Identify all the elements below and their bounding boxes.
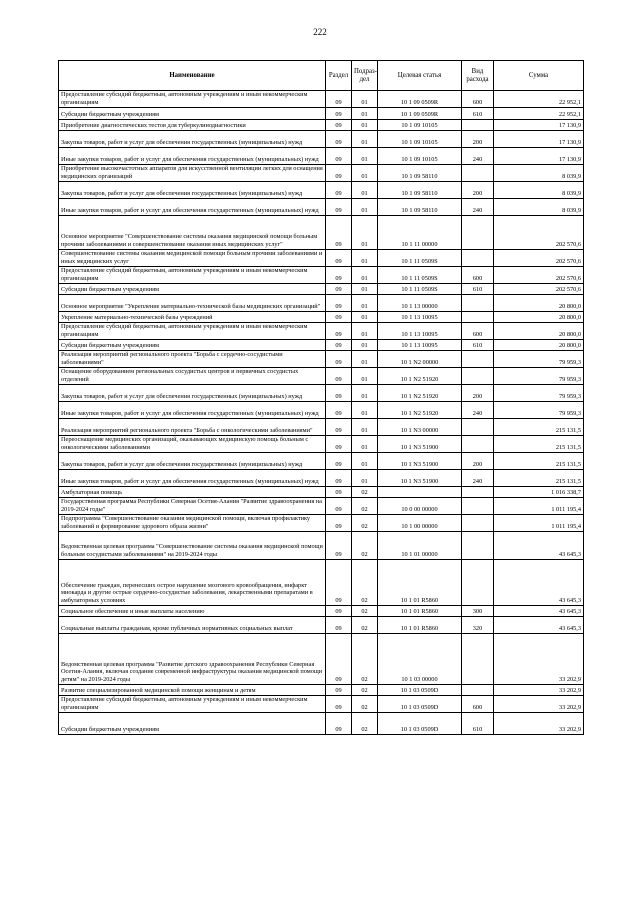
cell-name: Основное мероприятие "Укрепление материально-технической базы медицинских организаций" — [59, 295, 326, 312]
cell-amount: 215 131,5 — [494, 470, 584, 487]
cell-amount: 1 011 195,4 — [494, 515, 584, 532]
cell-section: 09 — [326, 131, 352, 148]
cell-subsection: 01 — [352, 402, 378, 419]
cell-expense-type — [462, 419, 494, 436]
cell-name: Предоставление субсидий бюджетным, автономным учреждениям и иным некоммерческим организациям — [59, 91, 326, 108]
cell-amount: 1 011 195,4 — [494, 498, 584, 515]
cell-section: 09 — [326, 385, 352, 402]
table-row — [59, 199, 584, 216]
cell-subsection: 01 — [352, 453, 378, 470]
header-name: Наименование — [59, 61, 326, 91]
cell-amount: 33 202,9 — [494, 685, 584, 696]
cell-section: 09 — [326, 498, 352, 515]
cell-expense-type — [462, 312, 494, 323]
table-row — [59, 165, 584, 182]
cell-amount: 20 800,0 — [494, 295, 584, 312]
table-row — [59, 351, 584, 368]
cell-expense-type: 600 — [462, 323, 494, 340]
cell-name: Приобретение высокочастотных аппаратов для искусственной вентиляции легких для оснащения медицинских организаций — [59, 165, 326, 182]
table-row — [59, 634, 584, 685]
table-row — [59, 685, 584, 696]
cell-name: Государственная программа Республики Северная Осетия-Алания "Развитие здравоохранения на 2019-2024 годы" — [59, 498, 326, 515]
cell-section: 09 — [326, 340, 352, 351]
cell-section: 09 — [326, 250, 352, 267]
table-row — [59, 385, 584, 402]
cell-amount: 22 952,1 — [494, 108, 584, 120]
cell-expense-type: 600 — [462, 696, 494, 713]
cell-section: 09 — [326, 182, 352, 199]
cell-expense-type: 610 — [462, 340, 494, 351]
cell-subsection: 02 — [352, 696, 378, 713]
cell-amount: 202 570,6 — [494, 250, 584, 267]
cell-subsection: 01 — [352, 368, 378, 385]
table-row — [59, 487, 584, 498]
cell-name: Обеспечение граждан, перенесших острое нарушение мозгового кровообращения, инфаркт миокарда и другие острые сердечно-сосудистые заболевания, лекарственными препаратами в амбулаторных условиях — [59, 560, 326, 606]
cell-section: 09 — [326, 267, 352, 284]
cell-name: Иные закупки товаров, работ и услуг для обеспечения государственных (муниципальных) нужд — [59, 402, 326, 419]
table-row — [59, 419, 584, 436]
cell-section: 09 — [326, 713, 352, 735]
cell-section: 09 — [326, 199, 352, 216]
cell-target: 10 1 11 0509S — [378, 284, 462, 295]
table-row — [59, 312, 584, 323]
table-row — [59, 498, 584, 515]
table-row — [59, 284, 584, 295]
cell-section: 09 — [326, 295, 352, 312]
cell-subsection: 01 — [352, 165, 378, 182]
table-row — [59, 470, 584, 487]
cell-target: 10 1 09 0509R — [378, 91, 462, 108]
budget-table — [58, 60, 584, 735]
cell-expense-type — [462, 685, 494, 696]
table-header-row — [59, 61, 584, 91]
cell-target: 10 1 N3 51900 — [378, 453, 462, 470]
cell-expense-type: 240 — [462, 402, 494, 419]
cell-subsection: 02 — [352, 606, 378, 617]
cell-target: 10 1 09 10105 — [378, 131, 462, 148]
cell-name: Социальные выплаты гражданам, кроме публичных нормативных социальных выплат — [59, 617, 326, 634]
cell-target: 10 1 03 0509D — [378, 713, 462, 735]
table-row — [59, 91, 584, 108]
cell-subsection: 02 — [352, 515, 378, 532]
cell-target: 10 1 13 00000 — [378, 295, 462, 312]
cell-expense-type — [462, 165, 494, 182]
cell-amount: 202 570,6 — [494, 267, 584, 284]
page-number: 222 — [313, 27, 327, 37]
cell-amount: 17 130,9 — [494, 148, 584, 165]
cell-section: 09 — [326, 323, 352, 340]
cell-target: 10 1 01 R5860 — [378, 560, 462, 606]
cell-section: 09 — [326, 402, 352, 419]
table-row — [59, 436, 584, 453]
cell-expense-type: 240 — [462, 148, 494, 165]
cell-section: 09 — [326, 696, 352, 713]
cell-target: 10 1 13 10095 — [378, 323, 462, 340]
cell-expense-type — [462, 487, 494, 498]
table-row — [59, 453, 584, 470]
cell-section: 09 — [326, 108, 352, 120]
cell-section: 09 — [326, 419, 352, 436]
cell-subsection: 02 — [352, 617, 378, 634]
cell-amount: 8 039,9 — [494, 199, 584, 216]
cell-amount: 79 959,3 — [494, 351, 584, 368]
cell-subsection: 01 — [352, 182, 378, 199]
cell-name: Предоставление субсидий бюджетным, автономным учреждениям и иным некоммерческим организациям — [59, 267, 326, 284]
cell-subsection: 01 — [352, 267, 378, 284]
cell-section: 09 — [326, 685, 352, 696]
cell-subsection: 02 — [352, 532, 378, 560]
cell-subsection: 01 — [352, 131, 378, 148]
table-row — [59, 250, 584, 267]
cell-name: Амбулаторная помощь — [59, 487, 326, 498]
cell-name: Ведомственная целевая программа "Совершенствование системы оказания медицинской помощи больным сосудистыми заболеваниями" на 2019-2024 годы — [59, 532, 326, 560]
cell-subsection: 01 — [352, 470, 378, 487]
cell-expense-type — [462, 120, 494, 131]
cell-subsection: 01 — [352, 312, 378, 323]
cell-name: Ведомственная целевая программа "Развитие детского здравоохранения Республики Северная Осетия-Алания, включая создание современной инфраструктуры оказания медицинской помощи детям" на 2019-2024 годы — [59, 634, 326, 685]
cell-amount: 17 130,9 — [494, 131, 584, 148]
cell-name: Реализация мероприятий регионального проекта "Борьба с онкологическими заболеваниями" — [59, 419, 326, 436]
cell-target: 10 1 N2 51920 — [378, 368, 462, 385]
cell-subsection: 01 — [352, 295, 378, 312]
cell-expense-type: 200 — [462, 131, 494, 148]
cell-amount: 43 645,3 — [494, 606, 584, 617]
cell-target: 10 1 11 0509S — [378, 250, 462, 267]
cell-amount: 17 130,9 — [494, 120, 584, 131]
cell-amount: 43 645,3 — [494, 560, 584, 606]
table-row — [59, 340, 584, 351]
cell-name: Закупка товаров, работ и услуг для обеспечения государственных (муниципальных) нужд — [59, 131, 326, 148]
cell-target: 10 1 03 0509D — [378, 696, 462, 713]
cell-expense-type: 200 — [462, 182, 494, 199]
cell-expense-type — [462, 560, 494, 606]
header-amount: Сумма — [494, 61, 584, 91]
cell-amount: 8 039,9 — [494, 165, 584, 182]
table-row — [59, 713, 584, 735]
cell-subsection: 02 — [352, 498, 378, 515]
table-row — [59, 182, 584, 199]
cell-amount: 202 570,6 — [494, 284, 584, 295]
cell-expense-type: 320 — [462, 617, 494, 634]
cell-section: 09 — [326, 368, 352, 385]
cell-name: Иные закупки товаров, работ и услуг для обеспечения государственных (муниципальных) нужд — [59, 470, 326, 487]
cell-amount: 79 959,3 — [494, 385, 584, 402]
cell-subsection: 01 — [352, 340, 378, 351]
cell-subsection: 01 — [352, 216, 378, 250]
cell-amount: 79 959,3 — [494, 402, 584, 419]
cell-target: 10 1 01 R5860 — [378, 617, 462, 634]
cell-section: 09 — [326, 487, 352, 498]
cell-amount: 1 016 338,7 — [494, 487, 584, 498]
cell-subsection: 01 — [352, 284, 378, 295]
table-row — [59, 515, 584, 532]
cell-target: 10 1 N2 51920 — [378, 385, 462, 402]
table-row — [59, 368, 584, 385]
cell-expense-type — [462, 250, 494, 267]
cell-target: 10 1 11 0509S — [378, 267, 462, 284]
cell-section: 09 — [326, 436, 352, 453]
cell-name: Предоставление субсидий бюджетным, автономным учреждениям и иным некоммерческим организациям — [59, 323, 326, 340]
cell-section: 09 — [326, 617, 352, 634]
table-row — [59, 617, 584, 634]
cell-expense-type: 240 — [462, 470, 494, 487]
cell-expense-type: 240 — [462, 199, 494, 216]
cell-subsection: 02 — [352, 487, 378, 498]
cell-section: 09 — [326, 165, 352, 182]
cell-target: 10 1 N2 51920 — [378, 402, 462, 419]
cell-name: Закупка товаров, работ и услуг для обеспечения государственных (муниципальных) нужд — [59, 182, 326, 199]
cell-expense-type — [462, 532, 494, 560]
cell-name: Иные закупки товаров, работ и услуг для обеспечения государственных (муниципальных) нужд — [59, 148, 326, 165]
cell-expense-type: 600 — [462, 267, 494, 284]
cell-amount: 43 645,3 — [494, 617, 584, 634]
cell-subsection: 01 — [352, 120, 378, 131]
cell-name: Закупка товаров, работ и услуг для обеспечения государственных (муниципальных) нужд — [59, 453, 326, 470]
cell-target: 10 0 00 00000 — [378, 498, 462, 515]
cell-name: Закупка товаров, работ и услуг для обеспечения государственных (муниципальных) нужд — [59, 385, 326, 402]
cell-expense-type — [462, 295, 494, 312]
cell-section: 09 — [326, 120, 352, 131]
table-body — [59, 91, 584, 735]
cell-target: 10 1 N3 51900 — [378, 436, 462, 453]
cell-expense-type — [462, 368, 494, 385]
cell-target: 10 1 N3 51900 — [378, 470, 462, 487]
cell-amount: 22 952,1 — [494, 91, 584, 108]
cell-name: Субсидии бюджетным учреждениям — [59, 284, 326, 295]
cell-expense-type — [462, 351, 494, 368]
cell-section: 09 — [326, 453, 352, 470]
cell-expense-type — [462, 515, 494, 532]
cell-expense-type: 600 — [462, 91, 494, 108]
cell-target: 10 1 01 R5860 — [378, 606, 462, 617]
table-row — [59, 120, 584, 131]
cell-target: 10 1 09 58110 — [378, 182, 462, 199]
cell-expense-type — [462, 634, 494, 685]
cell-subsection: 02 — [352, 560, 378, 606]
cell-subsection: 01 — [352, 148, 378, 165]
cell-name: Переоснащение медицинских организаций, оказывающих медицинскую помощь больным с онкологическими заболеваниями — [59, 436, 326, 453]
cell-name: Укрепление материально-технической базы учреждений — [59, 312, 326, 323]
cell-section: 09 — [326, 532, 352, 560]
cell-subsection: 01 — [352, 436, 378, 453]
table-row — [59, 560, 584, 606]
header-target: Целевая статья — [378, 61, 462, 91]
cell-target: 10 1 09 0509R — [378, 108, 462, 120]
cell-amount: 202 570,6 — [494, 216, 584, 250]
cell-section: 09 — [326, 284, 352, 295]
cell-name: Оснащение оборудованием региональных сосудистых центров и первичных сосудистых отделений — [59, 368, 326, 385]
cell-target: 10 1 01 00000 — [378, 532, 462, 560]
table-row — [59, 606, 584, 617]
cell-expense-type: 610 — [462, 284, 494, 295]
cell-subsection: 01 — [352, 419, 378, 436]
cell-expense-type: 200 — [462, 385, 494, 402]
table-row — [59, 216, 584, 250]
cell-target: 10 1 03 00000 — [378, 634, 462, 685]
cell-section: 09 — [326, 312, 352, 323]
table-row — [59, 696, 584, 713]
cell-target: 10 1 00 00000 — [378, 515, 462, 532]
cell-amount: 215 131,5 — [494, 453, 584, 470]
cell-amount: 43 645,3 — [494, 532, 584, 560]
cell-subsection: 01 — [352, 91, 378, 108]
cell-amount: 8 039,9 — [494, 182, 584, 199]
cell-subsection: 01 — [352, 351, 378, 368]
cell-subsection: 02 — [352, 713, 378, 735]
cell-expense-type — [462, 436, 494, 453]
cell-amount: 20 800,0 — [494, 340, 584, 351]
cell-target — [378, 487, 462, 498]
cell-subsection: 01 — [352, 323, 378, 340]
cell-amount: 20 800,0 — [494, 323, 584, 340]
table-row — [59, 532, 584, 560]
cell-target: 10 1 09 10105 — [378, 148, 462, 165]
cell-expense-type: 200 — [462, 453, 494, 470]
table-row — [59, 323, 584, 340]
cell-expense-type — [462, 216, 494, 250]
cell-name: Реализация мероприятий регионального проекта "Борьба с сердечно-сосудистыми заболеваниями" — [59, 351, 326, 368]
cell-section: 09 — [326, 515, 352, 532]
table-row — [59, 267, 584, 284]
cell-target: 10 1 11 00000 — [378, 216, 462, 250]
cell-target: 10 1 03 0509D — [378, 685, 462, 696]
cell-subsection: 02 — [352, 634, 378, 685]
cell-target: 10 1 09 58110 — [378, 165, 462, 182]
table-row — [59, 108, 584, 120]
cell-section: 09 — [326, 606, 352, 617]
cell-target: 10 1 09 10105 — [378, 120, 462, 131]
table-row — [59, 295, 584, 312]
cell-target: 10 1 13 10095 — [378, 312, 462, 323]
cell-section: 09 — [326, 470, 352, 487]
cell-name: Развитие специализированной медицинской помощи женщинам и детям — [59, 685, 326, 696]
cell-amount: 215 131,5 — [494, 436, 584, 453]
cell-section: 09 — [326, 216, 352, 250]
cell-section: 09 — [326, 634, 352, 685]
cell-section: 09 — [326, 148, 352, 165]
cell-subsection: 01 — [352, 385, 378, 402]
cell-expense-type: 300 — [462, 606, 494, 617]
table-row — [59, 402, 584, 419]
cell-target: 10 1 N3 00000 — [378, 419, 462, 436]
cell-subsection: 02 — [352, 685, 378, 696]
cell-subsection: 01 — [352, 250, 378, 267]
cell-amount: 33 202,9 — [494, 713, 584, 735]
table-row — [59, 131, 584, 148]
cell-expense-type — [462, 498, 494, 515]
cell-name: Основное мероприятие "Совершенствование системы оказания медицинской помощи больным прочими заболеваниями и совершенствование оказания иных медицинских услуг" — [59, 216, 326, 250]
cell-amount: 79 959,3 — [494, 368, 584, 385]
cell-expense-type: 610 — [462, 108, 494, 120]
header-expense-type: Вид расхода — [462, 61, 494, 91]
cell-subsection: 01 — [352, 108, 378, 120]
cell-expense-type: 610 — [462, 713, 494, 735]
cell-amount: 33 202,9 — [494, 634, 584, 685]
cell-target: 10 1 09 58110 — [378, 199, 462, 216]
cell-section: 09 — [326, 560, 352, 606]
cell-amount: 33 202,9 — [494, 696, 584, 713]
cell-name: Совершенствование системы оказания медицинской помощи больным прочими заболеваниями и иных медицинских услуг — [59, 250, 326, 267]
cell-section: 09 — [326, 91, 352, 108]
cell-target: 10 1 N2 00000 — [378, 351, 462, 368]
cell-name: Социальное обеспечение и иные выплаты населению — [59, 606, 326, 617]
cell-amount: 20 800,0 — [494, 312, 584, 323]
cell-amount: 215 131,5 — [494, 419, 584, 436]
cell-name: Субсидии бюджетным учреждениям — [59, 713, 326, 735]
header-section: Раздел — [326, 61, 352, 91]
table-row — [59, 148, 584, 165]
cell-name: Субсидии бюджетным учреждениям — [59, 340, 326, 351]
cell-target: 10 1 13 10095 — [378, 340, 462, 351]
cell-subsection: 01 — [352, 199, 378, 216]
header-subsection: Подраз-дел — [352, 61, 378, 91]
cell-name: Иные закупки товаров, работ и услуг для обеспечения государственных (муниципальных) нужд — [59, 199, 326, 216]
cell-name: Подпрограмма "Совершенствование оказания медицинской помощи, включая профилактику заболеваний и формирование здорового образа жизни" — [59, 515, 326, 532]
cell-section: 09 — [326, 351, 352, 368]
cell-name: Предоставление субсидий бюджетным, автономным учреждениям и иным некоммерческим организациям — [59, 696, 326, 713]
cell-name: Приобретение диагностических тестов для туберкулинодиагностики — [59, 120, 326, 131]
cell-name: Субсидии бюджетным учреждениям — [59, 108, 326, 120]
